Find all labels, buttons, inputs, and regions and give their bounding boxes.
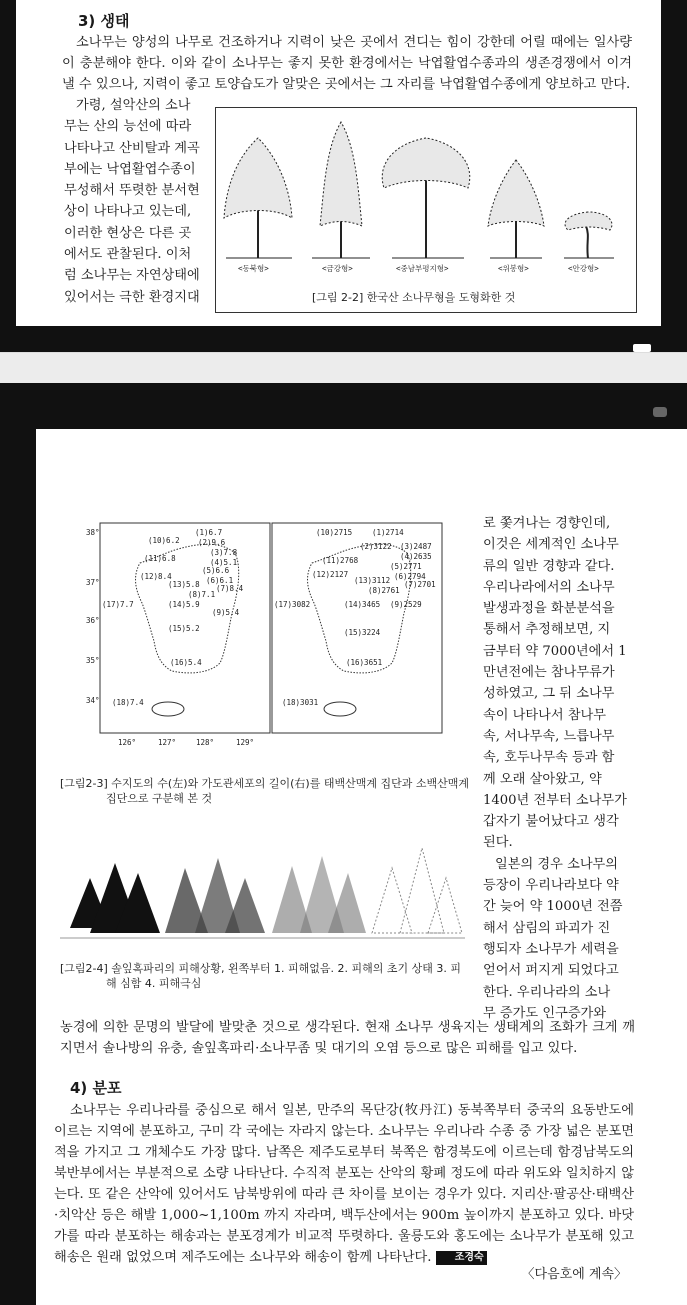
page-edge-right — [661, 0, 687, 330]
latitude-label: 36° — [86, 616, 100, 625]
right-line: 금부터 약 7000년에서 1 — [483, 643, 627, 659]
latitude-label: 37° — [86, 578, 100, 587]
distribution-text: 소나무는 우리나라를 중심으로 해서 일본, 만주의 목단강(牧丹江) 동북쪽부터 중국의 요동반도에 이르는 지역에 분포하고, 구미 각 국에는 자라지 않는다. 소나무는 우리나라 수종 중 가장 넓은 분포면적을 가지고 그 개체수도 가장 많다. 남쪽은 제주도로부터 북쪽은 함경북도에 이르는데 함경남북도의 북반부에서는 부분적으로 소량 나타난다. 수직적 분포는 산악의 황폐 정도에 따라 위도와 일치하지 않는다. 또 같은 산악에 있어서도 남북방위에 따라 큰 차이를 보이는 경우가 있다. 지리산·팔공산·태백산·치악산 등은 해발 1,000~1,100m 까지 자라며, 백두산에서는 900m 높이까지 분포하고 있다. 바닷가를 따라 분포하는 해송과는 분포경계가 비교적 뚜렷하다. 울릉도와 홍도에는 소나무가 분포해 있고 해송은 원래 없었으며 제주도에는 소나무와 해송이 함께 나타난다. — [54, 1103, 634, 1265]
right-line: 간 늦어 약 1000년 전쯤 — [483, 899, 623, 915]
map-point-label: (13)3112 — [354, 576, 391, 585]
map-point-label: (2)3122 — [360, 542, 392, 551]
map-point-label: (10)6.2 — [148, 536, 180, 545]
figure-2-3-caption — [60, 776, 470, 806]
map-point-label: (9)2529 — [390, 600, 422, 609]
side-line: 부에는 낙엽활엽수종이 — [64, 161, 196, 177]
right-line: 속, 서나무속, 느릅나무 — [483, 728, 615, 744]
map-point-label: (11)6.8 — [144, 554, 176, 563]
map-point-label: (3)2487 — [400, 542, 432, 551]
right-line: 얻어서 퍼지게 되었다고 — [483, 963, 619, 979]
map-point-label: (12)8.4 — [140, 572, 172, 581]
right-line: 류의 일반 경향과 같다. — [483, 558, 615, 574]
caption-line: [그림2-4] 솔잎혹파리의 피해상황, 왼쪽부터 1. 피해없음. 2. 피해의 초기 상태 3. 피 — [60, 962, 462, 975]
page-edge-left — [0, 383, 36, 1305]
ecology-side-column — [64, 95, 204, 308]
map-point-label: (18)7.4 — [112, 698, 144, 707]
right-line: 행되자 소나무가 세력을 — [483, 941, 619, 957]
right-line: 통해서 추정해보면, 지 — [483, 622, 611, 638]
side-line: 무는 산의 능선에 따라 — [64, 119, 192, 135]
right-line: 우리나라에서의 소나무 — [483, 579, 615, 595]
side-line: 나타나고 산비탈과 계곡 — [64, 140, 200, 156]
page-gap — [0, 352, 687, 384]
page-edge-bottom — [16, 326, 687, 352]
right-line: 이것은 세계적인 소나무 — [483, 537, 619, 553]
map-point-label: (3)7.8 — [210, 548, 238, 557]
tree-label: <안강형> — [568, 264, 599, 273]
map-point-label: (13)5.8 — [168, 580, 200, 589]
right-line: 1400년 전부터 소나무가 — [483, 792, 627, 808]
right-column-text — [483, 513, 633, 1024]
forest-no-damage — [70, 863, 160, 933]
longitude-label: 129° — [236, 738, 255, 747]
section-heading-distribution: 4) 분포 — [70, 1079, 122, 1097]
map-point-label: (15)3224 — [344, 628, 381, 637]
side-line: 가령, 설악산의 소나 — [76, 98, 191, 113]
caption-line: [그림2-3] 수지도의 수(左)와 가도관세포의 길이(右)를 태백산맥계 집단과 소백산맥계 — [60, 777, 469, 790]
right-line: 된다. — [483, 835, 513, 851]
latitude-label: 38° — [86, 528, 100, 537]
continued-next-issue-note: 〈다음호에 계속〉 — [521, 1267, 627, 1282]
longitude-label: 127° — [158, 738, 177, 747]
page-edge-top — [36, 383, 687, 429]
map-point-label: (14)3465 — [344, 600, 381, 609]
map-point-label: (4)2635 — [400, 552, 432, 561]
page-edge-left — [0, 0, 16, 352]
page-number-mark — [633, 344, 651, 352]
side-line: 이러한 현상은 다른 곳 — [64, 225, 192, 241]
side-line: 에서도 관찰된다. 이처 — [64, 247, 192, 263]
figure-2-2-caption: [그림 2-2] 한국산 소나무형을 도형화한 것 — [312, 291, 516, 304]
right-line: 일본의 경우 소나무의 — [495, 856, 619, 872]
map-point-label: (11)2768 — [322, 556, 359, 565]
forest-early-damage — [165, 858, 265, 933]
tree-geumgang-type — [312, 122, 370, 258]
right-line: 갑자기 불어났다고 생각 — [483, 814, 619, 830]
distribution-paragraph — [54, 1100, 634, 1268]
tree-label: <금강형> — [322, 264, 353, 273]
right-jeju-outline — [324, 702, 356, 716]
map-point-label: (16)3651 — [346, 658, 383, 667]
side-line: 무성해서 뚜렷한 분서현 — [64, 183, 200, 199]
tree-label: <동북형> — [238, 264, 269, 273]
map-point-label: (1)2714 — [372, 528, 404, 537]
right-line: 만년전에는 참나무류가 — [483, 665, 615, 681]
map-point-label: (14)5.9 — [168, 600, 200, 609]
page-top — [0, 0, 687, 352]
map-point-label: (4)5.1 — [210, 558, 238, 567]
map-point-label: (8)2761 — [368, 586, 400, 595]
right-line: 등장이 우리나라보다 약 — [483, 878, 619, 894]
tree-angang-type — [564, 212, 614, 258]
author-stamp: 조경숙 — [436, 1251, 487, 1265]
map-point-label: (6)6.1 — [206, 576, 234, 585]
map-point-label: (8)7.1 — [188, 590, 216, 599]
map-point-label: (6)2794 — [394, 572, 426, 581]
tree-label: <위봉형> — [498, 264, 529, 273]
right-line: 발생과정을 화분분석을 — [483, 601, 615, 617]
right-line: 께 오래 살아왔고, 약 — [483, 771, 602, 787]
tree-northeast-type — [224, 138, 292, 258]
figure-2-4-caption — [60, 961, 470, 991]
forest-extreme-damage — [372, 848, 462, 933]
continued-paragraph: 농경에 의한 문명의 발달에 발맞춘 것으로 생각된다. 현재 소나무 생육지는 생태계의 조화가 크게 깨지면서 솔나방의 유충, 솔잎혹파리·소나무좀 및 대기의 오염 등으로 많은 피해를 입고 있다. — [60, 1020, 635, 1056]
korea-maps-svg — [60, 513, 470, 763]
right-line: 해서 삼림의 파괴가 진 — [483, 920, 611, 936]
map-point-label: (9)5.4 — [212, 608, 240, 617]
latitude-label: 35° — [86, 656, 100, 665]
map-point-label: (17)3082 — [274, 600, 311, 609]
map-point-label: (7)2701 — [404, 580, 436, 589]
right-line: 속, 호두나무속 등과 함 — [483, 750, 615, 766]
map-point-label: (5)2771 — [390, 562, 422, 571]
figure-2-2-box — [215, 107, 637, 313]
map-point-label: (17)7.7 — [102, 600, 134, 609]
forest-severe-damage — [272, 856, 366, 933]
right-line: 무 증가도 인구증가와 — [483, 1005, 607, 1021]
longitude-label: 128° — [196, 738, 215, 747]
caption-line: 해 심함 4. 피해극심 — [106, 977, 202, 990]
right-line: 성하였고, 그 뒤 소나무 — [483, 686, 615, 702]
longitude-label: 126° — [118, 738, 137, 747]
forest-damage-svg — [60, 838, 465, 953]
figure-2-4-illustration — [60, 838, 465, 953]
map-point-label: (16)5.4 — [170, 658, 202, 667]
right-line: 속이 나타나서 참나무 — [483, 707, 607, 723]
map-point-label: (7)8.4 — [216, 584, 244, 593]
tree-wibong-type — [488, 160, 544, 258]
side-line: 있어서는 극한 환경지대 — [64, 289, 200, 305]
pine-tree-forms-illustration — [216, 108, 636, 288]
section-heading-ecology: 3) 생태 — [78, 12, 130, 30]
tree-central-plain-type — [382, 138, 470, 258]
caption-line: 집단으로 구분해 본 것 — [106, 792, 213, 805]
map-point-label: (18)3031 — [282, 698, 319, 707]
corner-mark — [653, 407, 667, 417]
left-jeju-outline — [152, 702, 184, 716]
map-point-label: (12)2127 — [312, 570, 349, 579]
page-bottom — [0, 383, 687, 1305]
map-point-label: (5)6.6 — [202, 566, 230, 575]
right-line: 한다. 우리나라의 소나 — [483, 984, 611, 1000]
map-point-label: (10)2715 — [316, 528, 353, 537]
map-point-label: (15)5.2 — [168, 624, 200, 633]
map-point-label: (1)6.7 — [195, 528, 223, 537]
side-line: 상이 나타나고 있는데, — [64, 204, 192, 220]
side-line: 럼 소나무는 자연상태에 — [64, 268, 200, 284]
right-line: 로 쫓겨나는 경향인데, — [483, 516, 611, 531]
ecology-intro-paragraph: 소나무는 양성의 나무로 건조하거나 지력이 낮은 곳에서 견디는 힘이 강한데 어릴 때에는 일사량이 충분해야 한다. 이와 같이 소나무는 좋지 못한 환경에서는 낙엽활엽수종과의 생존경쟁에서 이겨낼 수 있으나, 지력이 좋고 토양습도가 알맞은 곳에서는 그 자리를 낙엽활엽수종에게 양보하고 만다. — [62, 35, 632, 92]
figure-2-3-maps — [60, 513, 470, 763]
tree-label: <중남부평지형> — [396, 264, 449, 273]
latitude-label: 34° — [86, 696, 100, 705]
map-point-label: (2)9.6 — [198, 538, 226, 547]
